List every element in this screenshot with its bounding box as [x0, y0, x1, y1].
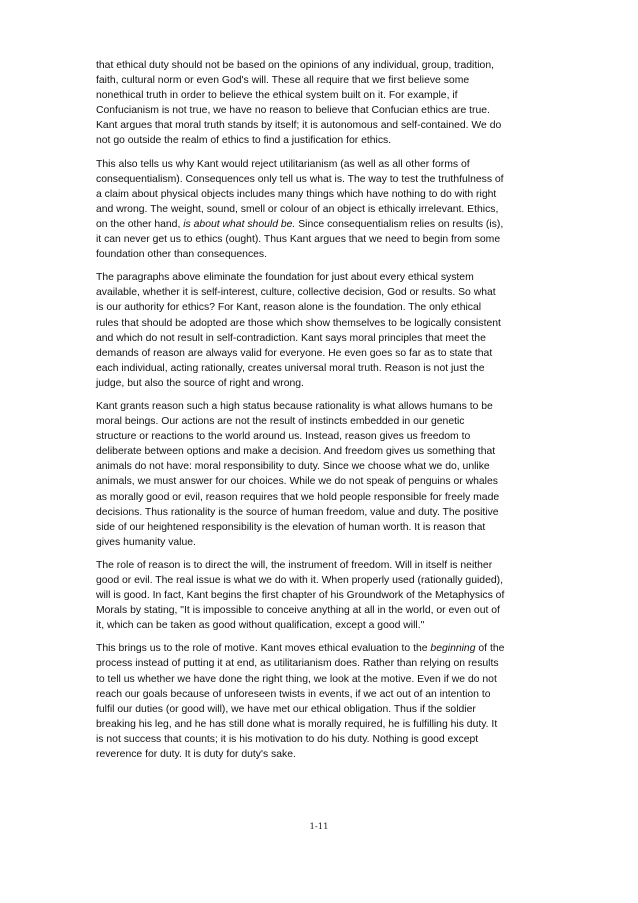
text-line: The paragraphs above eliminate the foundation for just about every ethical system: [96, 272, 474, 284]
paragraph-1: [96, 58, 544, 149]
text-line: breaking his leg, and he has still done what is morally required, he is fulfilling his duty. It: [96, 718, 498, 730]
paragraph-2: [96, 157, 544, 263]
text-line: consequentialism). Consequences only tell us what is. The way to test the truthfulness of: [96, 173, 504, 185]
text-line: is our authority for ethics? For Kant, reason alone is the foundation. The only ethical: [96, 302, 482, 314]
text-line: that ethical duty should not be based on the opinions of any individual, group, tradition,: [96, 60, 495, 71]
body-text: [96, 58, 544, 770]
text-line: demands of reason are always valid for everyone. He even goes so far as to state that: [96, 347, 493, 359]
text-line: to tell us whether we have done the right thing, we look at the motive. Even if we do not: [96, 673, 497, 685]
text-line: deliberate between options and make a decision. And freedom gives us something that: [96, 446, 496, 458]
text-line: and which do not result in self-contradiction. Kant says moral principles that meet the: [96, 332, 486, 344]
paragraph-4: [96, 399, 544, 550]
text-line: reverence for duty. It is duty for duty's sake.: [96, 749, 296, 761]
emphasized-text: beginning: [430, 643, 476, 655]
text-line: This also tells us why Kant would reject utilitarianism (as well as all other forms of: [96, 158, 470, 170]
text-line: moral beings. Our actions are not the result of instincts embedded in our genetic: [96, 416, 465, 428]
text-line: will is good. In fact, Kant begins the first chapter of his Groundwork of the Metaphysics of: [96, 590, 505, 602]
text-line: rules that should be adopted are those which show themselves to be logically consistent: [96, 317, 501, 329]
text-line: decisions. Thus rationality is the source of human freedom, value and duty. The positive: [96, 506, 499, 518]
text-line: gives humanity value.: [96, 536, 196, 548]
text-run: This brings us to the role of motive. Kant moves ethical evaluation to the: [96, 643, 431, 655]
text-line: Confucianism is not true, we have no reason to believe that Confucian ethics are true.: [96, 105, 490, 117]
paragraph-5: [96, 558, 544, 633]
text-line: animals do not have: moral responsibility to duty. Since we choose what we do, unlike: [96, 461, 490, 473]
text-line: foundation other than consequences.: [96, 249, 267, 261]
text-line: nonethical truth in order to believe the ethical system built on it. For example, if: [96, 90, 458, 102]
text-line: fulfil our duties (or good will), we have met our ethical obligation. Thus if the soldier: [96, 703, 476, 715]
text-line: good or evil. The real issue is what we do with it. When properly used (rationally guided),: [96, 575, 503, 586]
text-line: Kant grants reason such a high status because rationality is what allows humans to be: [96, 400, 493, 412]
text-run: of the: [475, 643, 505, 655]
text-line: available, whether it is self-interest, culture, collective decision, God or results. So what: [96, 287, 496, 299]
text-line: The role of reason is to direct the will, the instrument of freedom. Will in itself is neither: [96, 559, 493, 571]
text-line: and wrong. The weight, sound, smell or colour of an object is ethically irrelevant. Ethics,: [96, 203, 499, 215]
text-line: it can never get us to ethics (ought). Thus Kant argues that we need to begin from some: [96, 234, 501, 246]
text-run: Since consequentialism relies on results (is),: [295, 218, 504, 230]
text-line: process instead of putting it at end, as utilitarianism does. Rather than relying on results: [96, 658, 499, 670]
text-line: each individual, acting rationally, creates universal moral truth. Reason is not just the: [96, 362, 485, 374]
text-line: it, which can be taken as good without qualification, except a good will.": [96, 620, 425, 632]
text-line: reach our goals because of unforeseen twists in events, if we act out of an intention to: [96, 688, 491, 700]
text-line: animals, we must answer for our choices. While we do not speak of penguins or whales: [96, 476, 498, 488]
emphasized-text: is about what should be.: [183, 218, 296, 230]
text-line: faith, cultural norm or even God's will. These all require that we first believe some: [96, 75, 470, 87]
text-run: on the other hand,: [96, 218, 184, 230]
text-line: is not success that counts; it is his motivation to do his duty. Nothing is good except: [96, 733, 479, 745]
text-line-with-emphasis: [96, 641, 544, 656]
text-line: as morally good or evil, reason requires that we hold people responsible for freely made: [96, 491, 500, 503]
text-line: not go outside the realm of ethics to find a justification for ethics.: [96, 135, 392, 147]
page-number: 1-11: [309, 822, 329, 832]
text-line: judge, but also the source of right and wrong.: [96, 377, 304, 389]
text-line: side of our heightened responsibility is the elevation of human worth. It is reason that: [96, 521, 486, 533]
text-line: Morals by stating, "It is impossible to conceive anything at all in the world, or even out of: [96, 605, 500, 617]
text-line: a claim about physical objects includes many things which have nothing to do with right: [96, 188, 497, 200]
text-line-with-emphasis: [96, 217, 544, 232]
text-line: structure or reactions to the world around us. Instead, reason gives us freedom to: [96, 431, 471, 443]
text-line: Kant argues that moral truth stands by itself; it is autonomous and self-contained. We do: [96, 120, 502, 132]
paragraph-3: [96, 270, 544, 391]
paragraph-6: [96, 641, 544, 762]
